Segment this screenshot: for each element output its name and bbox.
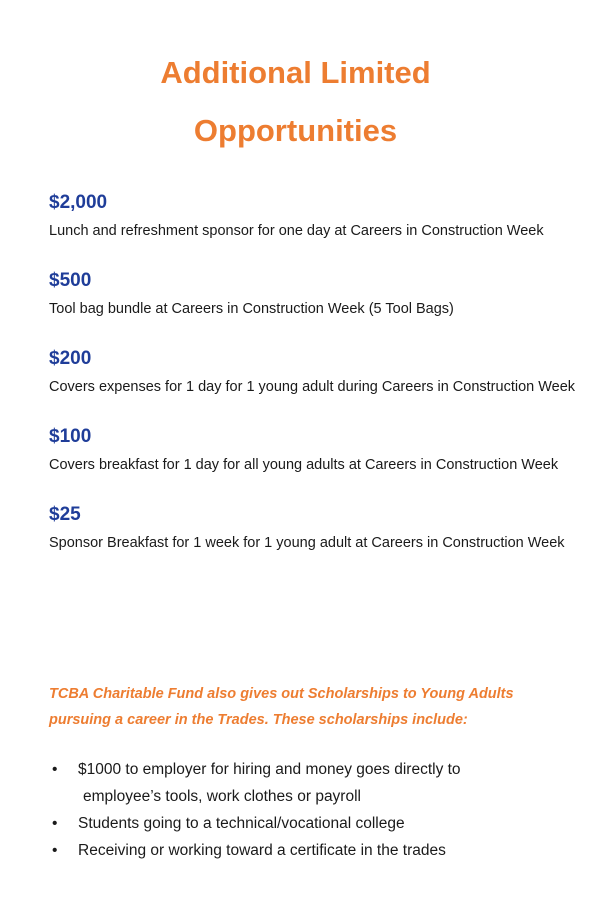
- tier-amount: $200: [49, 348, 92, 369]
- tier-100: [49, 421, 579, 478]
- tier-500: [49, 265, 579, 322]
- page-title-line-2: Opportunities: [193, 113, 398, 148]
- tier-amount: $2,000: [49, 192, 108, 213]
- tier-description: Tool bag bundle at Careers in Construction Week (5 Tool Bags): [49, 301, 454, 317]
- list-item-text: Receiving or working toward a certificate in the trades: [78, 842, 446, 859]
- tier-description: Sponsor Breakfast for 1 week for 1 young adult at Careers in Construction Week: [49, 535, 565, 551]
- list-item-text: Students going to a technical/vocational college: [78, 815, 405, 832]
- tier-amount: $25: [49, 504, 81, 525]
- tier-amount: $500: [49, 270, 92, 291]
- list-item: [48, 756, 578, 810]
- tier-description: Lunch and refreshment sponsor for one day at Careers in Construction Week: [49, 223, 544, 239]
- tier-200: [49, 343, 579, 400]
- bullet-icon: •: [52, 842, 58, 859]
- bullet-icon: •: [52, 815, 58, 832]
- list-item-text-continued: employee’s tools, work clothes or payroll: [83, 788, 361, 805]
- bullet-icon: •: [52, 761, 58, 778]
- tier-amount: $100: [49, 426, 92, 447]
- tier-description: Covers expenses for 1 day for 1 young adult during Careers in Construction Week: [49, 379, 576, 395]
- sponsorship-tiers: [49, 187, 579, 577]
- tier-25: [49, 499, 579, 556]
- scholarship-note: TCBA Charitable Fund also gives out Scholarships to Young Adults pursuing a career in the Trades. These scholarships include:: [49, 686, 514, 728]
- list-item: [48, 810, 578, 837]
- list-item: [48, 837, 578, 864]
- tier-2000: [49, 187, 579, 244]
- page-title: [0, 44, 591, 160]
- tier-description: Covers breakfast for 1 day for all young adults at Careers in Construction Week: [49, 457, 559, 473]
- page-title-line-1: Additional Limited: [160, 55, 431, 90]
- scholarship-list: [48, 756, 578, 864]
- list-item-text: $1000 to employer for hiring and money goes directly to: [78, 761, 461, 778]
